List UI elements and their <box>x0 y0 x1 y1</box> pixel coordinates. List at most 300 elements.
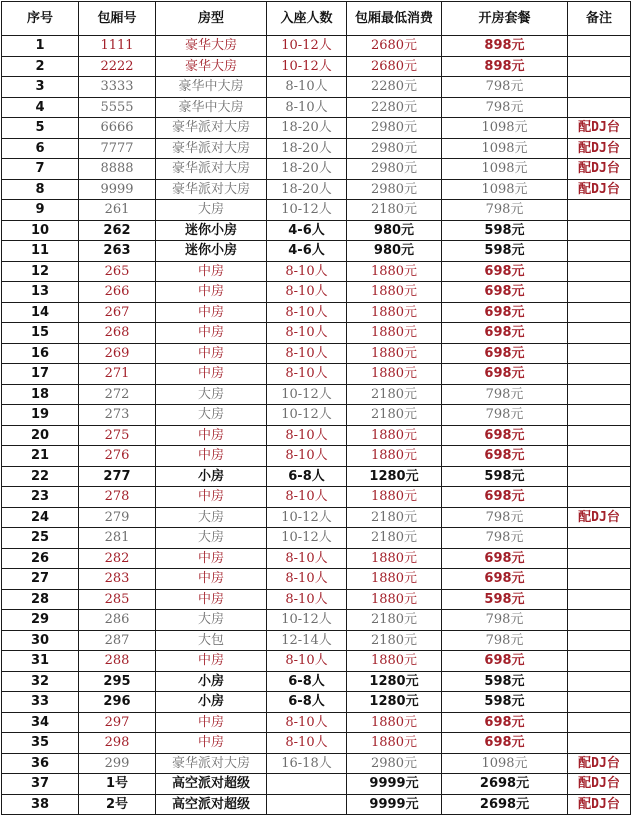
cell-room: 278 <box>79 487 156 508</box>
cell-package: 598元 <box>442 220 568 241</box>
cell-min-spend: 2980元 <box>347 118 442 139</box>
cell-note <box>568 733 631 754</box>
cell-package: 698元 <box>442 364 568 385</box>
cell-package: 2698元 <box>442 794 568 815</box>
cell-seats: 6-8人 <box>267 466 347 487</box>
cell-room: 266 <box>79 282 156 303</box>
cell-min-spend: 1880元 <box>347 323 442 344</box>
cell-min-spend: 2680元 <box>347 36 442 57</box>
cell-room: 287 <box>79 630 156 651</box>
cell-seats: 4-6人 <box>267 241 347 262</box>
cell-room: 288 <box>79 651 156 672</box>
cell-room: 276 <box>79 446 156 467</box>
cell-room: 271 <box>79 364 156 385</box>
cell-type: 豪华派对大房 <box>156 138 267 159</box>
cell-package: 698元 <box>442 569 568 590</box>
cell-note <box>568 671 631 692</box>
cell-no: 37 <box>2 774 79 795</box>
cell-package: 698元 <box>442 261 568 282</box>
cell-no: 32 <box>2 671 79 692</box>
cell-package: 2698元 <box>442 774 568 795</box>
table-row <box>2 200 631 221</box>
header-room: 包厢号 <box>79 2 156 36</box>
cell-type: 小房 <box>156 692 267 713</box>
cell-min-spend: 980元 <box>347 241 442 262</box>
cell-seats: 8-10人 <box>267 569 347 590</box>
cell-seats: 8-10人 <box>267 712 347 733</box>
cell-package: 798元 <box>442 528 568 549</box>
cell-no: 13 <box>2 282 79 303</box>
header-row <box>2 2 631 36</box>
cell-seats: 8-10人 <box>267 589 347 610</box>
cell-package: 698元 <box>442 733 568 754</box>
cell-seats: 8-10人 <box>267 77 347 98</box>
cell-room: 9999 <box>79 179 156 200</box>
cell-no: 2 <box>2 56 79 77</box>
table-row <box>2 425 631 446</box>
table-row <box>2 97 631 118</box>
cell-type: 中房 <box>156 548 267 569</box>
table-row <box>2 118 631 139</box>
cell-room: 5555 <box>79 97 156 118</box>
cell-no: 15 <box>2 323 79 344</box>
cell-note <box>568 200 631 221</box>
cell-package: 698元 <box>442 712 568 733</box>
cell-min-spend: 9999元 <box>347 774 442 795</box>
cell-note <box>568 241 631 262</box>
cell-min-spend: 2180元 <box>347 384 442 405</box>
cell-package: 798元 <box>442 97 568 118</box>
cell-no: 7 <box>2 159 79 180</box>
cell-min-spend: 1880元 <box>347 733 442 754</box>
cell-no: 27 <box>2 569 79 590</box>
table-row <box>2 466 631 487</box>
cell-package: 698元 <box>442 425 568 446</box>
cell-note <box>568 425 631 446</box>
cell-type: 大房 <box>156 507 267 528</box>
cell-no: 14 <box>2 302 79 323</box>
cell-no: 8 <box>2 179 79 200</box>
cell-min-spend: 2180元 <box>347 528 442 549</box>
cell-room: 7777 <box>79 138 156 159</box>
table-row <box>2 261 631 282</box>
cell-note <box>568 323 631 344</box>
table-row <box>2 487 631 508</box>
cell-seats: 6-8人 <box>267 671 347 692</box>
cell-package: 598元 <box>442 241 568 262</box>
cell-seats: 18-20人 <box>267 118 347 139</box>
cell-package: 798元 <box>442 200 568 221</box>
cell-package: 698元 <box>442 302 568 323</box>
cell-room: 269 <box>79 343 156 364</box>
table-row <box>2 282 631 303</box>
table-row <box>2 446 631 467</box>
cell-type: 中房 <box>156 343 267 364</box>
cell-no: 21 <box>2 446 79 467</box>
table-row <box>2 384 631 405</box>
cell-note: 配DJ台 <box>568 753 631 774</box>
table-row <box>2 753 631 774</box>
cell-min-spend: 1280元 <box>347 466 442 487</box>
cell-no: 23 <box>2 487 79 508</box>
cell-note: 配DJ台 <box>568 507 631 528</box>
cell-seats: 8-10人 <box>267 446 347 467</box>
cell-type: 小房 <box>156 671 267 692</box>
cell-package: 898元 <box>442 56 568 77</box>
cell-room: 1111 <box>79 36 156 57</box>
cell-note: 配DJ台 <box>568 774 631 795</box>
cell-package: 798元 <box>442 384 568 405</box>
cell-min-spend: 2180元 <box>347 200 442 221</box>
cell-seats: 10-12人 <box>267 405 347 426</box>
cell-no: 4 <box>2 97 79 118</box>
table-row <box>2 733 631 754</box>
table-row <box>2 651 631 672</box>
cell-room: 268 <box>79 323 156 344</box>
cell-min-spend: 1280元 <box>347 671 442 692</box>
cell-no: 6 <box>2 138 79 159</box>
cell-no: 29 <box>2 610 79 631</box>
table-body <box>2 36 631 815</box>
cell-min-spend: 1880元 <box>347 364 442 385</box>
cell-room: 273 <box>79 405 156 426</box>
cell-note <box>568 692 631 713</box>
cell-type: 中房 <box>156 487 267 508</box>
cell-type: 中房 <box>156 589 267 610</box>
cell-seats: 8-10人 <box>267 487 347 508</box>
table-row <box>2 794 631 815</box>
cell-package: 698元 <box>442 548 568 569</box>
cell-note <box>568 712 631 733</box>
cell-min-spend: 1880元 <box>347 548 442 569</box>
table-row <box>2 77 631 98</box>
header-package: 开房套餐 <box>442 2 568 36</box>
cell-type: 豪华派对大房 <box>156 179 267 200</box>
cell-seats: 18-20人 <box>267 159 347 180</box>
cell-type: 大房 <box>156 200 267 221</box>
cell-note <box>568 651 631 672</box>
cell-package: 1098元 <box>442 179 568 200</box>
cell-room: 3333 <box>79 77 156 98</box>
cell-min-spend: 1280元 <box>347 692 442 713</box>
cell-package: 698元 <box>442 282 568 303</box>
cell-type: 大包 <box>156 630 267 651</box>
cell-min-spend: 2680元 <box>347 56 442 77</box>
cell-package: 798元 <box>442 77 568 98</box>
cell-type: 中房 <box>156 302 267 323</box>
cell-type: 豪华派对大房 <box>156 753 267 774</box>
cell-type: 高空派对超级 <box>156 774 267 795</box>
cell-seats: 8-10人 <box>267 302 347 323</box>
cell-min-spend: 980元 <box>347 220 442 241</box>
cell-min-spend: 2280元 <box>347 77 442 98</box>
cell-min-spend: 2180元 <box>347 507 442 528</box>
cell-note <box>568 405 631 426</box>
cell-no: 1 <box>2 36 79 57</box>
cell-seats: 6-8人 <box>267 692 347 713</box>
cell-min-spend: 9999元 <box>347 794 442 815</box>
cell-no: 16 <box>2 343 79 364</box>
cell-room: 275 <box>79 425 156 446</box>
cell-package: 598元 <box>442 692 568 713</box>
cell-min-spend: 1880元 <box>347 302 442 323</box>
cell-type: 豪华大房 <box>156 56 267 77</box>
cell-room: 265 <box>79 261 156 282</box>
cell-package: 1098元 <box>442 159 568 180</box>
cell-package: 898元 <box>442 36 568 57</box>
cell-type: 豪华中大房 <box>156 97 267 118</box>
cell-seats: 8-10人 <box>267 651 347 672</box>
cell-type: 豪华大房 <box>156 36 267 57</box>
cell-seats: 8-10人 <box>267 733 347 754</box>
cell-no: 25 <box>2 528 79 549</box>
table-row <box>2 569 631 590</box>
cell-no: 36 <box>2 753 79 774</box>
cell-seats: 12-14人 <box>267 630 347 651</box>
cell-room: 263 <box>79 241 156 262</box>
table-row <box>2 56 631 77</box>
cell-note <box>568 466 631 487</box>
table-row <box>2 630 631 651</box>
table-row <box>2 364 631 385</box>
cell-no: 10 <box>2 220 79 241</box>
cell-no: 35 <box>2 733 79 754</box>
cell-type: 中房 <box>156 261 267 282</box>
cell-seats <box>267 794 347 815</box>
cell-note: 配DJ台 <box>568 138 631 159</box>
cell-min-spend: 2280元 <box>347 97 442 118</box>
header-type: 房型 <box>156 2 267 36</box>
table-row <box>2 774 631 795</box>
cell-note <box>568 36 631 57</box>
cell-no: 28 <box>2 589 79 610</box>
cell-no: 20 <box>2 425 79 446</box>
cell-type: 中房 <box>156 712 267 733</box>
cell-min-spend: 2980元 <box>347 179 442 200</box>
cell-note <box>568 446 631 467</box>
cell-package: 698元 <box>442 446 568 467</box>
cell-seats: 10-12人 <box>267 507 347 528</box>
cell-package: 598元 <box>442 671 568 692</box>
table-row <box>2 159 631 180</box>
cell-package: 598元 <box>442 466 568 487</box>
table-row <box>2 302 631 323</box>
cell-package: 1098元 <box>442 118 568 139</box>
cell-type: 中房 <box>156 323 267 344</box>
cell-room: 286 <box>79 610 156 631</box>
cell-seats <box>267 774 347 795</box>
cell-package: 798元 <box>442 610 568 631</box>
cell-room: 281 <box>79 528 156 549</box>
cell-min-spend: 1880元 <box>347 487 442 508</box>
cell-no: 30 <box>2 630 79 651</box>
cell-package: 598元 <box>442 589 568 610</box>
cell-type: 大房 <box>156 528 267 549</box>
cell-no: 5 <box>2 118 79 139</box>
cell-note <box>568 261 631 282</box>
cell-seats: 10-12人 <box>267 610 347 631</box>
cell-room: 285 <box>79 589 156 610</box>
cell-min-spend: 2180元 <box>347 405 442 426</box>
table-row <box>2 610 631 631</box>
cell-seats: 8-10人 <box>267 97 347 118</box>
cell-no: 3 <box>2 77 79 98</box>
cell-note <box>568 630 631 651</box>
cell-type: 豪华中大房 <box>156 77 267 98</box>
cell-seats: 10-12人 <box>267 200 347 221</box>
cell-note <box>568 610 631 631</box>
cell-no: 11 <box>2 241 79 262</box>
cell-package: 698元 <box>442 343 568 364</box>
cell-package: 798元 <box>442 405 568 426</box>
cell-note <box>568 487 631 508</box>
cell-room: 282 <box>79 548 156 569</box>
cell-note <box>568 384 631 405</box>
cell-room: 2222 <box>79 56 156 77</box>
cell-type: 大房 <box>156 610 267 631</box>
cell-room: 1号 <box>79 774 156 795</box>
cell-package: 798元 <box>442 630 568 651</box>
cell-note <box>568 56 631 77</box>
table-row <box>2 528 631 549</box>
table-row <box>2 692 631 713</box>
table-row <box>2 220 631 241</box>
cell-room: 6666 <box>79 118 156 139</box>
room-price-table <box>1 1 631 815</box>
cell-type: 中房 <box>156 569 267 590</box>
cell-room: 272 <box>79 384 156 405</box>
cell-no: 33 <box>2 692 79 713</box>
cell-room: 299 <box>79 753 156 774</box>
cell-seats: 8-10人 <box>267 425 347 446</box>
header-seats: 入座人数 <box>267 2 347 36</box>
cell-note: 配DJ台 <box>568 179 631 200</box>
cell-min-spend: 1880元 <box>347 712 442 733</box>
table-row <box>2 138 631 159</box>
cell-min-spend: 1880元 <box>347 446 442 467</box>
cell-min-spend: 2980元 <box>347 159 442 180</box>
cell-package: 798元 <box>442 507 568 528</box>
table-row <box>2 241 631 262</box>
cell-no: 12 <box>2 261 79 282</box>
header-no: 序号 <box>2 2 79 36</box>
cell-min-spend: 2980元 <box>347 753 442 774</box>
cell-room: 261 <box>79 200 156 221</box>
cell-seats: 18-20人 <box>267 179 347 200</box>
cell-type: 豪华派对大房 <box>156 118 267 139</box>
cell-type: 豪华派对大房 <box>156 159 267 180</box>
cell-type: 迷你小房 <box>156 220 267 241</box>
cell-no: 26 <box>2 548 79 569</box>
table-row <box>2 712 631 733</box>
cell-type: 中房 <box>156 733 267 754</box>
cell-package: 1098元 <box>442 138 568 159</box>
cell-package: 698元 <box>442 323 568 344</box>
cell-type: 大房 <box>156 384 267 405</box>
cell-type: 中房 <box>156 651 267 672</box>
cell-note <box>568 302 631 323</box>
cell-min-spend: 2980元 <box>347 138 442 159</box>
cell-seats: 10-12人 <box>267 384 347 405</box>
cell-room: 262 <box>79 220 156 241</box>
table-row <box>2 36 631 57</box>
table-row <box>2 343 631 364</box>
cell-note <box>568 589 631 610</box>
cell-seats: 10-12人 <box>267 36 347 57</box>
cell-seats: 8-10人 <box>267 548 347 569</box>
cell-no: 24 <box>2 507 79 528</box>
cell-room: 296 <box>79 692 156 713</box>
cell-room: 298 <box>79 733 156 754</box>
cell-note <box>568 528 631 549</box>
table-row <box>2 589 631 610</box>
cell-type: 迷你小房 <box>156 241 267 262</box>
cell-note: 配DJ台 <box>568 794 631 815</box>
cell-seats: 10-12人 <box>267 528 347 549</box>
cell-min-spend: 1880元 <box>347 282 442 303</box>
cell-seats: 8-10人 <box>267 364 347 385</box>
cell-room: 279 <box>79 507 156 528</box>
table-row <box>2 405 631 426</box>
cell-note <box>568 343 631 364</box>
cell-seats: 10-12人 <box>267 56 347 77</box>
table-row <box>2 323 631 344</box>
cell-min-spend: 1880元 <box>347 261 442 282</box>
cell-note <box>568 569 631 590</box>
cell-type: 中房 <box>156 282 267 303</box>
cell-room: 297 <box>79 712 156 733</box>
cell-note <box>568 548 631 569</box>
cell-seats: 18-20人 <box>267 138 347 159</box>
cell-room: 267 <box>79 302 156 323</box>
cell-package: 698元 <box>442 651 568 672</box>
cell-note <box>568 77 631 98</box>
cell-min-spend: 2180元 <box>347 630 442 651</box>
cell-note <box>568 97 631 118</box>
cell-note <box>568 282 631 303</box>
cell-no: 31 <box>2 651 79 672</box>
cell-seats: 8-10人 <box>267 323 347 344</box>
table-row <box>2 507 631 528</box>
cell-min-spend: 1880元 <box>347 425 442 446</box>
cell-note <box>568 364 631 385</box>
cell-type: 中房 <box>156 425 267 446</box>
cell-no: 22 <box>2 466 79 487</box>
cell-room: 277 <box>79 466 156 487</box>
cell-min-spend: 1880元 <box>347 651 442 672</box>
cell-min-spend: 1880元 <box>347 589 442 610</box>
cell-seats: 16-18人 <box>267 753 347 774</box>
cell-no: 34 <box>2 712 79 733</box>
cell-room: 295 <box>79 671 156 692</box>
cell-package: 698元 <box>442 487 568 508</box>
cell-package: 1098元 <box>442 753 568 774</box>
cell-room: 8888 <box>79 159 156 180</box>
header-note: 备注 <box>568 2 631 36</box>
cell-min-spend: 1880元 <box>347 569 442 590</box>
cell-type: 小房 <box>156 466 267 487</box>
cell-no: 18 <box>2 384 79 405</box>
cell-min-spend: 2180元 <box>347 610 442 631</box>
cell-seats: 8-10人 <box>267 282 347 303</box>
cell-no: 17 <box>2 364 79 385</box>
cell-type: 中房 <box>156 364 267 385</box>
cell-seats: 4-6人 <box>267 220 347 241</box>
cell-no: 38 <box>2 794 79 815</box>
cell-seats: 8-10人 <box>267 343 347 364</box>
cell-room: 283 <box>79 569 156 590</box>
cell-note <box>568 220 631 241</box>
